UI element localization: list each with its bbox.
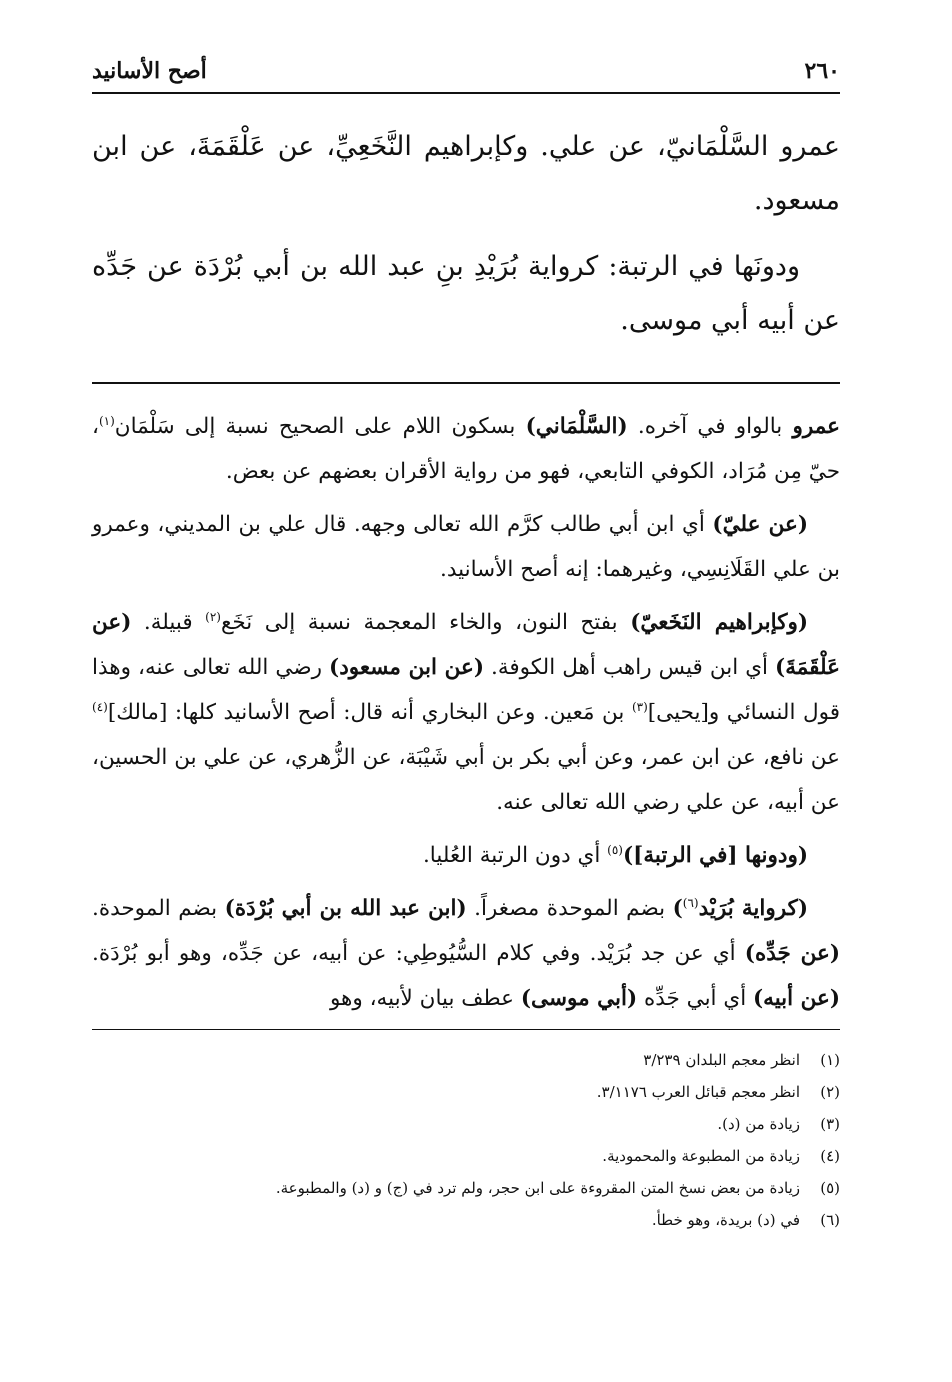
footnote-text: زيادة من (د). <box>717 1115 800 1133</box>
footnote-ref: (٢) <box>205 609 221 624</box>
main-text-paragraph: عمرو السَّلْمَانيّ، عن علي. وكإبراهيم النَّخَعِيِّ، عن عَلْقَمَةَ، عن ابن مسعود. <box>92 131 840 216</box>
commentary-text: ، حيّ مِن مُرَاد، الكوفي التابعي، فهو من رواية الأقران بعضهم عن بعض. <box>92 414 840 484</box>
bold-term: (عن عَلْقَمَةَ) <box>92 610 840 680</box>
bold-term: (وكإبراهيم النَخَعيّ) <box>630 610 809 635</box>
footnote-text: زيادة من بعض نسخ المتن المقروءة على ابن حجر، ولم ترد في (ج) و (د) والمطبوعة. <box>275 1179 800 1197</box>
main-text-paragraph: ودونَها في الرتبة: كرواية بُرَيْدِ بنِ عبد الله بن أبي بُرْدَة عن جَدِّه عن أبيه أبي موسى. <box>92 251 840 336</box>
footnote-ref: (٣) <box>631 699 648 714</box>
commentary-text: أي ابن أبي طالب كرَّم الله تعالى وجهه. قال علي بن المديني، وعمرو بن علي القَلَانِسِي، وغيرهما: إنه أصح الأسانيد. <box>92 512 840 582</box>
footnote <box>92 1140 840 1172</box>
footnote-number: (٣) <box>820 1115 840 1133</box>
commentary-paragraph <box>92 886 840 1021</box>
commentary-text: بضم الموحدة مصغراً. <box>466 896 673 921</box>
commentary-text: بفتح النون، والخاء المعجمة نسبة إلى نَخَع <box>220 610 631 635</box>
footnote-number: (١) <box>820 1051 840 1069</box>
page-header <box>92 56 840 94</box>
commentary <box>92 404 840 1021</box>
bold-term: (ودونها [في الرتبة]) <box>622 843 808 868</box>
commentary-text: عن نافع، عن ابن عمر، وعن أبي بكر بن أبي شَيْبَة، عن الزُّهري، عن علي بن الحسين، عن أبيه، عن علي رضي الله تعالى عنه. <box>92 745 840 815</box>
commentary-paragraph <box>92 833 840 878</box>
footnote <box>92 1172 840 1204</box>
bold-term: (عن ابن مسعود) <box>329 655 484 680</box>
commentary-text: رضي الله تعالى عنه، وهذا قول النسائي و[يحيى] <box>92 655 840 725</box>
commentary-text: قبيلة. <box>131 610 206 635</box>
commentary-text: بسكون اللام على الصحيح نسبة إلى سَلْمَان <box>114 414 526 439</box>
bold-term: (أبي موسى) <box>520 986 638 1011</box>
footnote <box>92 1108 840 1140</box>
footnote-number: (٤) <box>820 1147 840 1165</box>
footnote-ref: (٥) <box>607 842 623 857</box>
commentary-paragraph <box>92 502 840 592</box>
bold-term: (ابن عبد الله بن أبي بُرْدَة) <box>224 896 467 921</box>
book-page <box>92 56 840 1356</box>
commentary-text: عطف بيان لأبيه، وهو <box>329 986 521 1011</box>
footnote-text: في (د) بريدة، وهو خطأ. <box>651 1211 800 1229</box>
footnote-ref: (٤) <box>92 699 108 714</box>
commentary-paragraph <box>92 600 840 825</box>
bold-term: (السَّلْمَاني) <box>525 414 628 439</box>
commentary-text: بضم الموحدة. <box>92 896 225 921</box>
bold-term: ) <box>672 896 683 921</box>
footnote-number: (٢) <box>820 1083 840 1101</box>
footnote-text: انظر معجم قبائل العرب ٣/١١٧٦. <box>596 1083 800 1101</box>
footnote <box>92 1076 840 1108</box>
main-text <box>92 120 840 348</box>
commentary-text: أي أبي جَدِّه <box>637 986 753 1011</box>
commentary-text: بالواو في آخره. <box>627 414 793 439</box>
bold-term: (عن أبيه) <box>753 986 840 1011</box>
running-title: أصح الأسانيد <box>92 58 207 84</box>
commentary-text: بن مَعين. وعن البخاري أنه قال: أصح الأسانيد كلها: [مالك] <box>107 700 632 725</box>
footnotes-separator <box>92 1029 840 1030</box>
footnote-ref: (١) <box>98 413 115 428</box>
footnote-ref: (٦) <box>682 895 699 910</box>
footnote <box>92 1044 840 1076</box>
footnote <box>92 1204 840 1236</box>
commentary-text: أي ابن قيس راهب أهل الكوفة. <box>484 655 776 680</box>
bold-term: عمرو <box>792 414 840 439</box>
page-number: ٢٦٠ <box>804 58 840 84</box>
commentary-text: أي دون الرتبة العُليا. <box>422 843 608 868</box>
bold-term: (كرواية بُرَيْد <box>698 896 808 921</box>
footnote-number: (٥) <box>820 1179 840 1197</box>
footnote-number: (٦) <box>820 1211 840 1229</box>
commentary-paragraph <box>92 404 840 494</box>
bold-term: (عن جَدِّه) <box>744 941 840 966</box>
commentary-separator <box>92 382 840 384</box>
footnote-text: انظر معجم البلدان ٣/٢٣٩ <box>643 1051 800 1069</box>
footnote-text: زيادة من المطبوعة والمحمودية. <box>602 1147 800 1165</box>
commentary-text: أي عن جد بُرَيْد. وفي كلام السُّيُوطِي: عن أبيه، عن جَدِّه، وهو أبو بُرْدَة. <box>92 941 745 966</box>
footnotes <box>92 1044 840 1236</box>
bold-term: (عن عليّ) <box>712 512 808 537</box>
